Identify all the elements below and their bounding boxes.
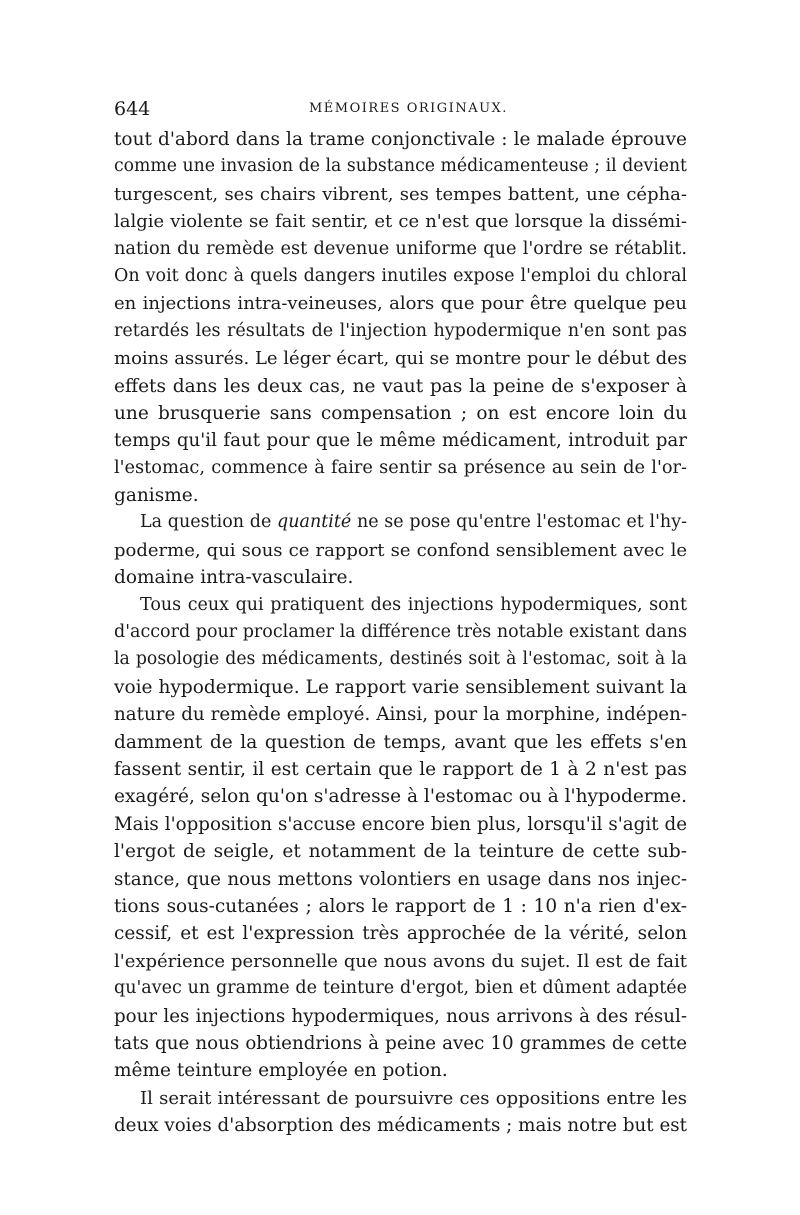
text-line: qu'avec un gramme de teinture d'ergot, bien et dûment adaptée xyxy=(114,978,687,999)
text-line: exagéré, selon qu'on s'adresse à l'estomac ou à l'hypoderme. xyxy=(114,786,687,808)
page-number: 644 xyxy=(114,98,151,120)
paragraph xyxy=(114,1085,687,1140)
text-line: moins assurés. Le léger écart, qui se montre pour le début des xyxy=(114,348,687,370)
text-line: comme une invasion de la substance médicamenteuse ; il devient xyxy=(114,156,687,177)
text-line: pour les injections hypodermiques, nous arrivons à des résul- xyxy=(114,1005,687,1027)
text-line: On voit donc à quels dangers inutiles expose l'emploi du chloral xyxy=(114,265,687,286)
text-line: tats que nous obtiendrions à peine avec 10 grammes de cette xyxy=(114,1032,687,1054)
book-page xyxy=(114,96,687,1139)
text-line: stance, que nous mettons volontiers en usage dans nos injec- xyxy=(114,868,687,890)
text-line: temps qu'il faut pour que le même médicament, introduit par xyxy=(114,430,687,452)
text-line: lalgie violente se fait sentir, et ce n'est que lorsque la dissémi- xyxy=(114,211,687,233)
text-line: Mais l'opposition s'accuse encore bien plus, lorsqu'il s'agit de xyxy=(114,813,687,835)
text-line: fassent sentir, il est certain que le rapport de 1 à 2 n'est pas xyxy=(114,758,687,780)
text-line: domaine intra-vasculaire. xyxy=(114,567,354,589)
body-text xyxy=(114,126,687,1139)
text-line: une brusquerie sans compensation ; on est encore loin du xyxy=(114,402,687,424)
text-line xyxy=(114,509,687,536)
text-line: l'estomac, commence à faire sentir sa présence au sein de l'or- xyxy=(114,457,687,478)
emphasis-text: quantité xyxy=(277,512,352,533)
text-line: l'expérience personnelle que nous avons du sujet. Il est de fait xyxy=(114,950,687,972)
text-line: ganisme. xyxy=(114,485,199,507)
text-line: voie hypodermique. Le rapport varie sensiblement suivant la xyxy=(114,676,687,698)
text-line: retardés les résultats de l'injection hypodermique n'en sont pas xyxy=(114,320,687,341)
text-line: l'ergot de seigle, et notamment de la teinture de cette sub- xyxy=(114,841,687,863)
text-line: poderme, qui sous ce rapport se confond sensiblement avec le xyxy=(114,539,687,561)
text-line: cessif, et est l'expression très approchée de la vérité, selon xyxy=(114,923,687,945)
text-line: Il serait intéressant de poursuivre ces oppositions entre les xyxy=(140,1087,687,1109)
text-line: Tous ceux qui pratiquent des injections hypodermiques, sont xyxy=(140,594,687,615)
text-line: nature du remède employé. Ainsi, pour la morphine, indépen- xyxy=(114,704,687,726)
paragraph xyxy=(114,509,687,591)
text-line: nation du remède est devenue uniforme que l'ordre se rétablit. xyxy=(114,238,687,259)
text-line: tions sous-cutanées ; alors le rapport de 1 : 10 n'a rien d'ex- xyxy=(114,895,687,917)
text-line: tout d'abord dans la trame conjonctivale : le malade éprouve xyxy=(114,129,687,150)
text-line: effets dans les deux cas, ne vaut pas la peine de s'exposer à xyxy=(114,375,687,397)
paragraph xyxy=(114,592,687,1085)
text-run: La question de xyxy=(140,512,278,533)
paragraph xyxy=(114,126,687,509)
text-line: la posologie des médicaments, destinés soit à l'estomac, soit à la xyxy=(114,649,687,670)
text-run: ne se pose qu'entre l'estomac et l'hy- xyxy=(351,512,687,533)
text-line: d'accord pour proclamer la différence très notable existant dans xyxy=(114,622,687,643)
text-line: même teinture employée en potion. xyxy=(114,1060,448,1082)
running-title: MÉMOIRES ORIGINAUX. xyxy=(309,101,508,116)
text-line: turgescent, ses chairs vibrent, ses tempes battent, une cépha- xyxy=(114,183,687,205)
text-line: deux voies d'absorption des médicaments ; mais notre but est xyxy=(114,1115,687,1137)
text-line: en injections intra-veineuses, alors que pour être quelque peu xyxy=(114,293,687,315)
text-line: damment de la question de temps, avant que les effets s'en xyxy=(114,731,687,753)
page-header xyxy=(114,96,687,122)
